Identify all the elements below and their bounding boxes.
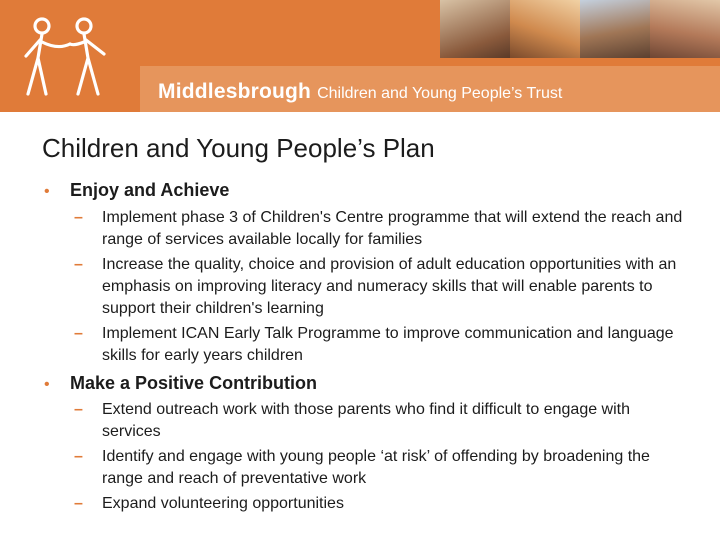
list-item: [74, 446, 684, 490]
bullet-icon: •: [44, 183, 50, 200]
dash-icon: –: [74, 256, 83, 273]
list-item-text: Implement ICAN Early Talk Programme to improve communication and language skills for early years children: [102, 325, 674, 364]
list-item: [74, 323, 684, 367]
child-photo-4: [650, 0, 720, 58]
list-item: [74, 493, 684, 515]
section-heading: Make a Positive Contribution: [70, 373, 318, 393]
org-subtitle: Children and Young People’s Trust: [317, 85, 563, 102]
children-photo-strip: [440, 0, 720, 58]
child-photo-1: [440, 0, 510, 58]
section-heading-row: [44, 180, 229, 201]
dash-icon: –: [74, 401, 83, 418]
list-item-text: Implement phase 3 of Children's Centre programme that will extend the reach and range of services available locally for families: [102, 209, 683, 248]
slide-title: Children and Young People’s Plan: [42, 133, 435, 163]
list-item-text: Increase the quality, choice and provision of adult education opportunities with an emphasis on improving literacy and numeracy skills that will enable parents to support their children's learning: [102, 256, 677, 317]
dash-icon: –: [74, 325, 83, 342]
section-heading-row: [44, 373, 317, 394]
list-item-text: Extend outreach work with those parents who find it difficult to engage with services: [102, 401, 631, 440]
bullet-icon: •: [44, 376, 50, 393]
header-banner: [0, 0, 720, 112]
dash-icon: –: [74, 448, 83, 465]
list-item: [74, 254, 684, 320]
list-item-text: Identify and engage with young people ‘at risk’ of offending by broadening the range and reach of preventative work: [102, 448, 650, 487]
org-name-bold: Middlesbrough: [158, 80, 312, 103]
child-photo-2: [510, 0, 580, 58]
org-name: [158, 80, 562, 104]
list-item-text: Expand volunteering opportunities: [102, 495, 344, 512]
section-heading: Enjoy and Achieve: [70, 180, 230, 200]
list-item: [74, 399, 684, 443]
list-item: [74, 207, 684, 251]
child-photo-3: [580, 0, 650, 58]
dash-icon: –: [74, 495, 83, 512]
dash-icon: –: [74, 209, 83, 226]
children-holding-hands-icon: [18, 14, 118, 98]
